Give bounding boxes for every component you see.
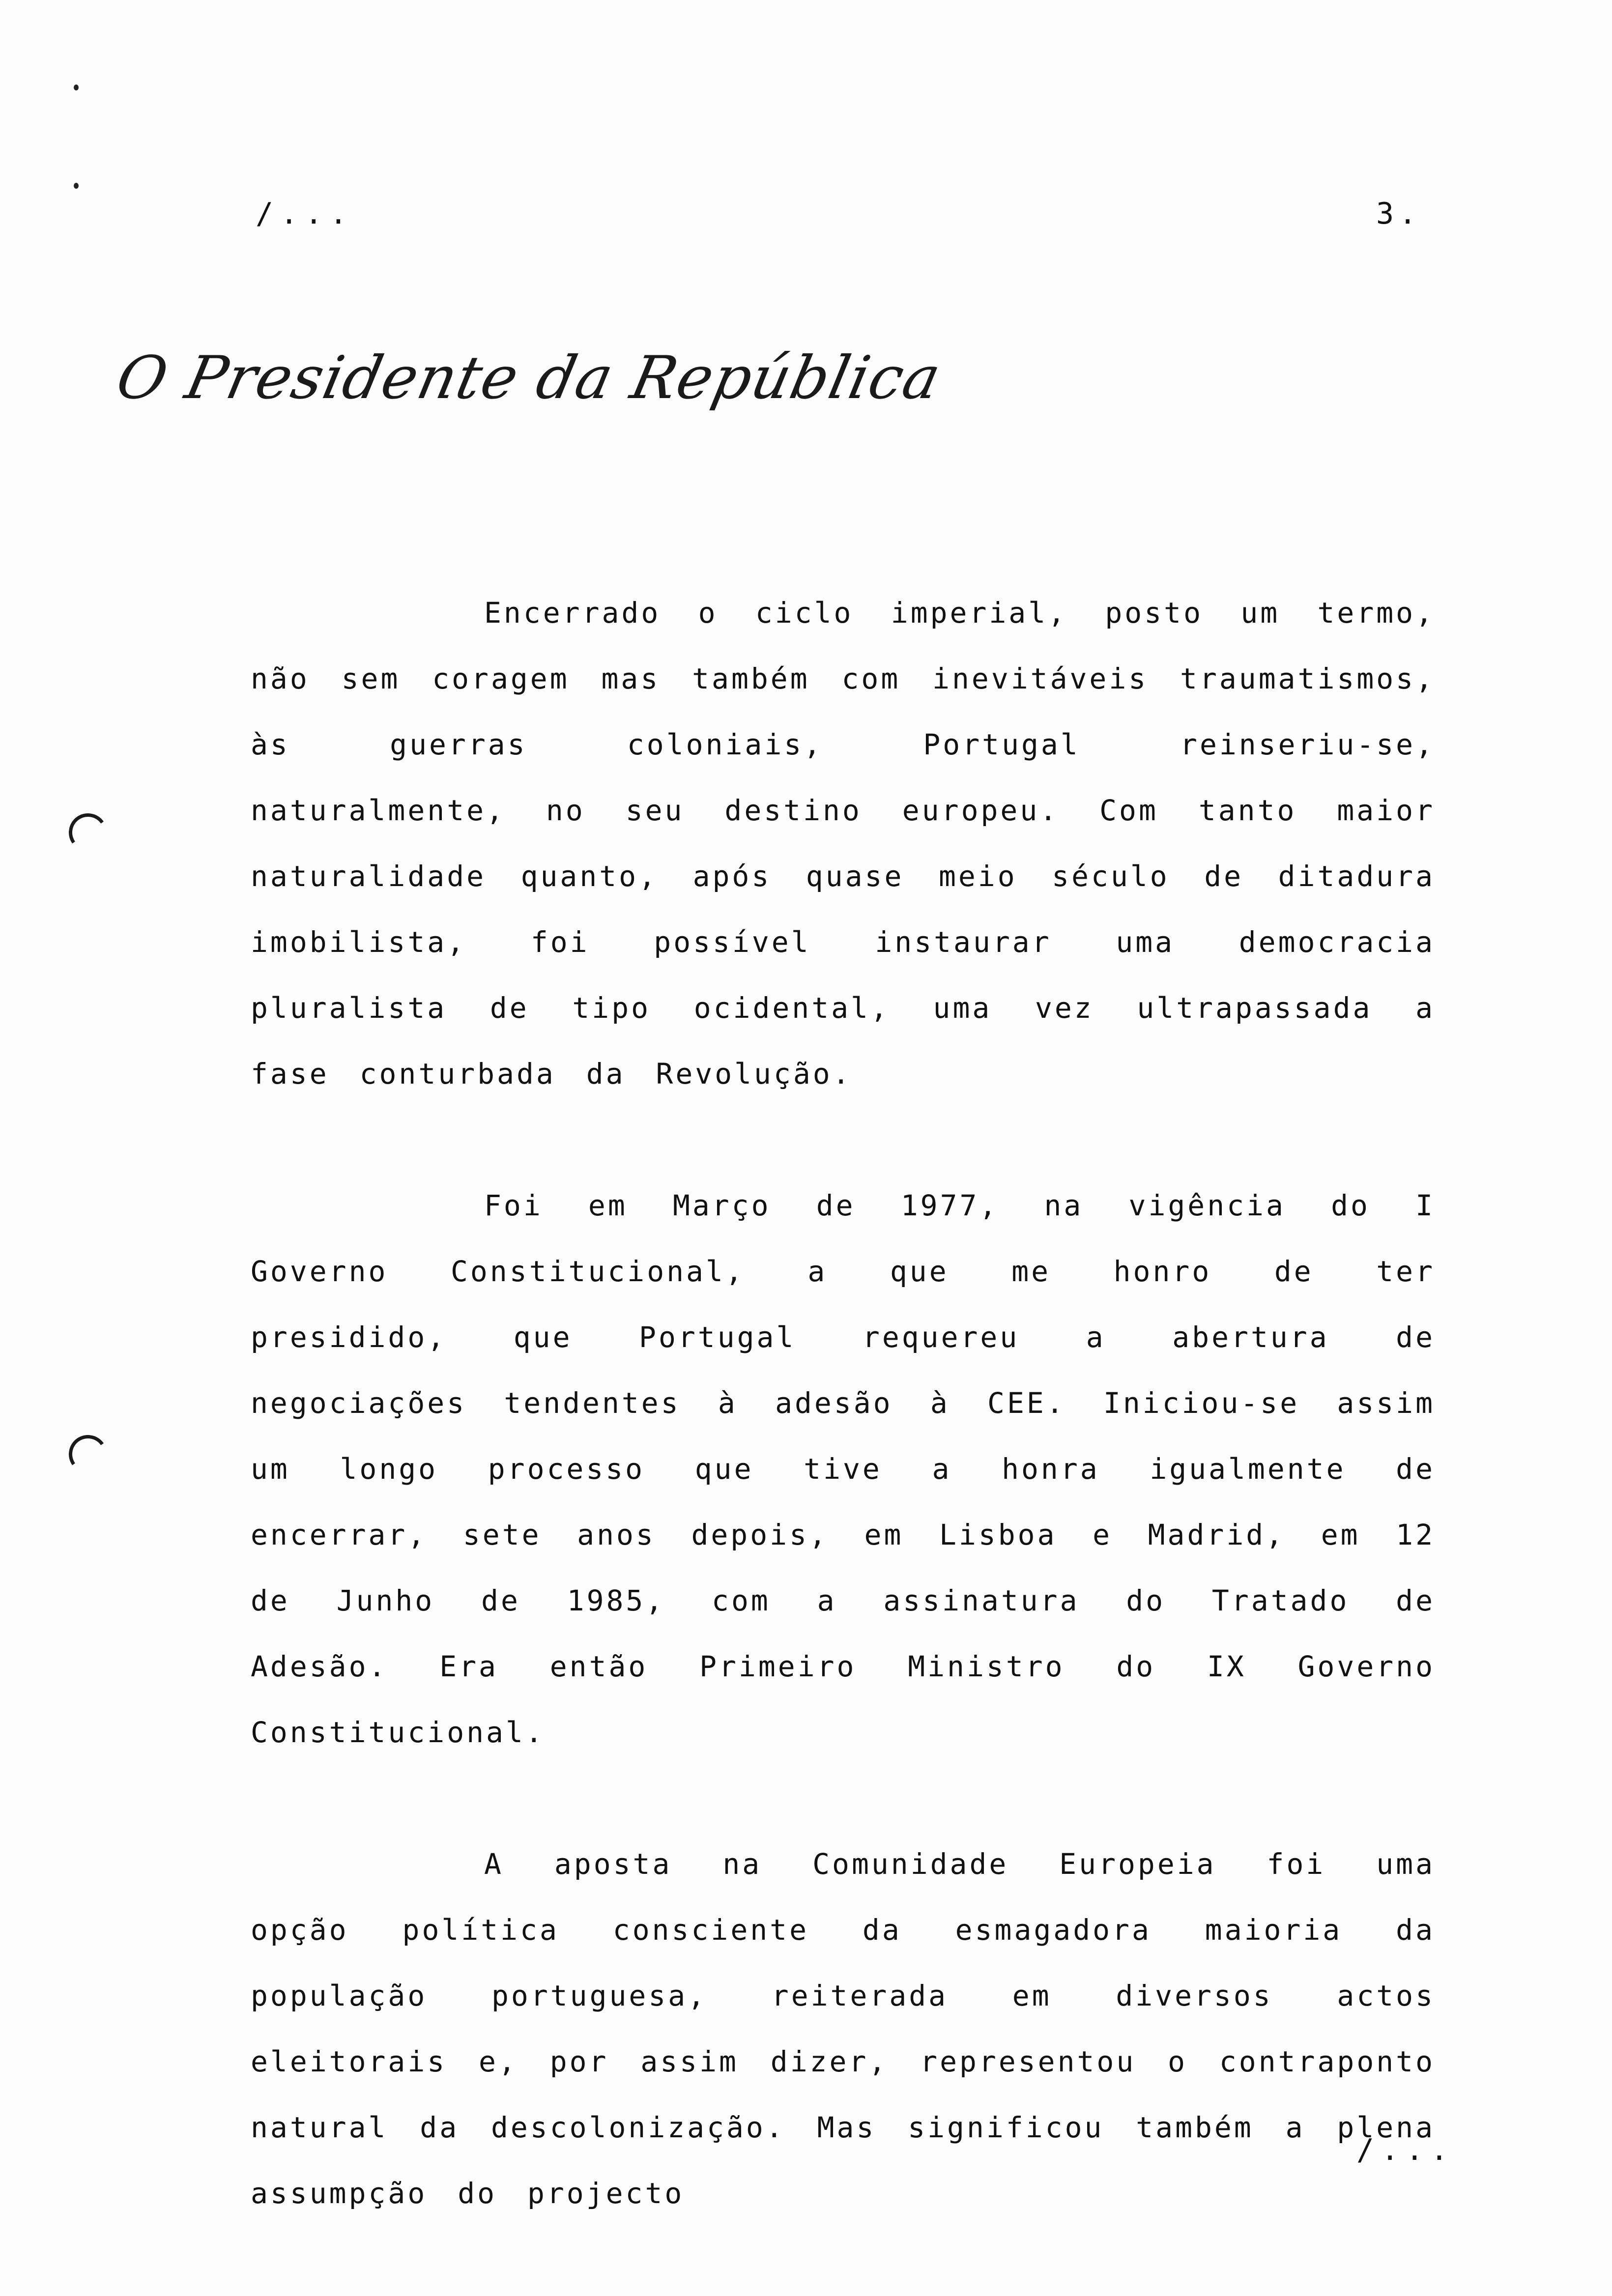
paragraph-3-text: A aposta na Comunidade Europeia foi uma opção política consciente da esmagadora maioria da população portuguesa, reiterada em diversos actos eleitorais e, por assim dizer, representou o contraponto natural da descolonização. Mas significou também a plena assumpção do projecto	[251, 1847, 1435, 2210]
paragraph-3	[251, 1831, 1435, 2226]
footer-continuation-mark: /...	[1356, 2133, 1455, 2167]
paragraph-1	[251, 580, 1435, 1107]
punch-hole-mark	[66, 810, 110, 855]
punch-hole-mark	[66, 1432, 110, 1476]
document-body	[251, 580, 1435, 2226]
scan-speck	[74, 85, 79, 90]
page-number: 3.	[1376, 197, 1422, 231]
paragraph-2-text: Foi em Março de 1977, na vigência do I Governo Constitucional, a que me honro de ter presidido, que Portugal requereu a abertura de negociações tendentes à adesão à CEE. Iniciou-se assim um longo processo que tive a honra igualmente de encerrar, sete anos depois, em Lisboa e Madrid, em 12 de Junho de 1985, com a assinatura do Tratado de Adesão. Era então Primeiro Ministro do IX Governo Constitucional.	[251, 1189, 1435, 1749]
paragraph-1-text: Encerrado o ciclo imperial, posto um termo, não sem coragem mas também com inevitáveis traumatismos, às guerras coloniais, Portugal reinseriu-se, naturalmente, no seu destino europeu. Com tanto maior naturalidade quanto, após quase meio século de ditadura imobilista, foi possível instaurar uma democracia pluralista de tipo ocidental, uma vez ultrapassada a fase conturbada da Revolução.	[251, 596, 1435, 1091]
header-continuation-mark: /...	[256, 197, 354, 231]
scan-speck	[74, 183, 79, 189]
letterhead-title: O Presidente da República	[111, 344, 948, 412]
paragraph-2	[251, 1173, 1435, 1765]
